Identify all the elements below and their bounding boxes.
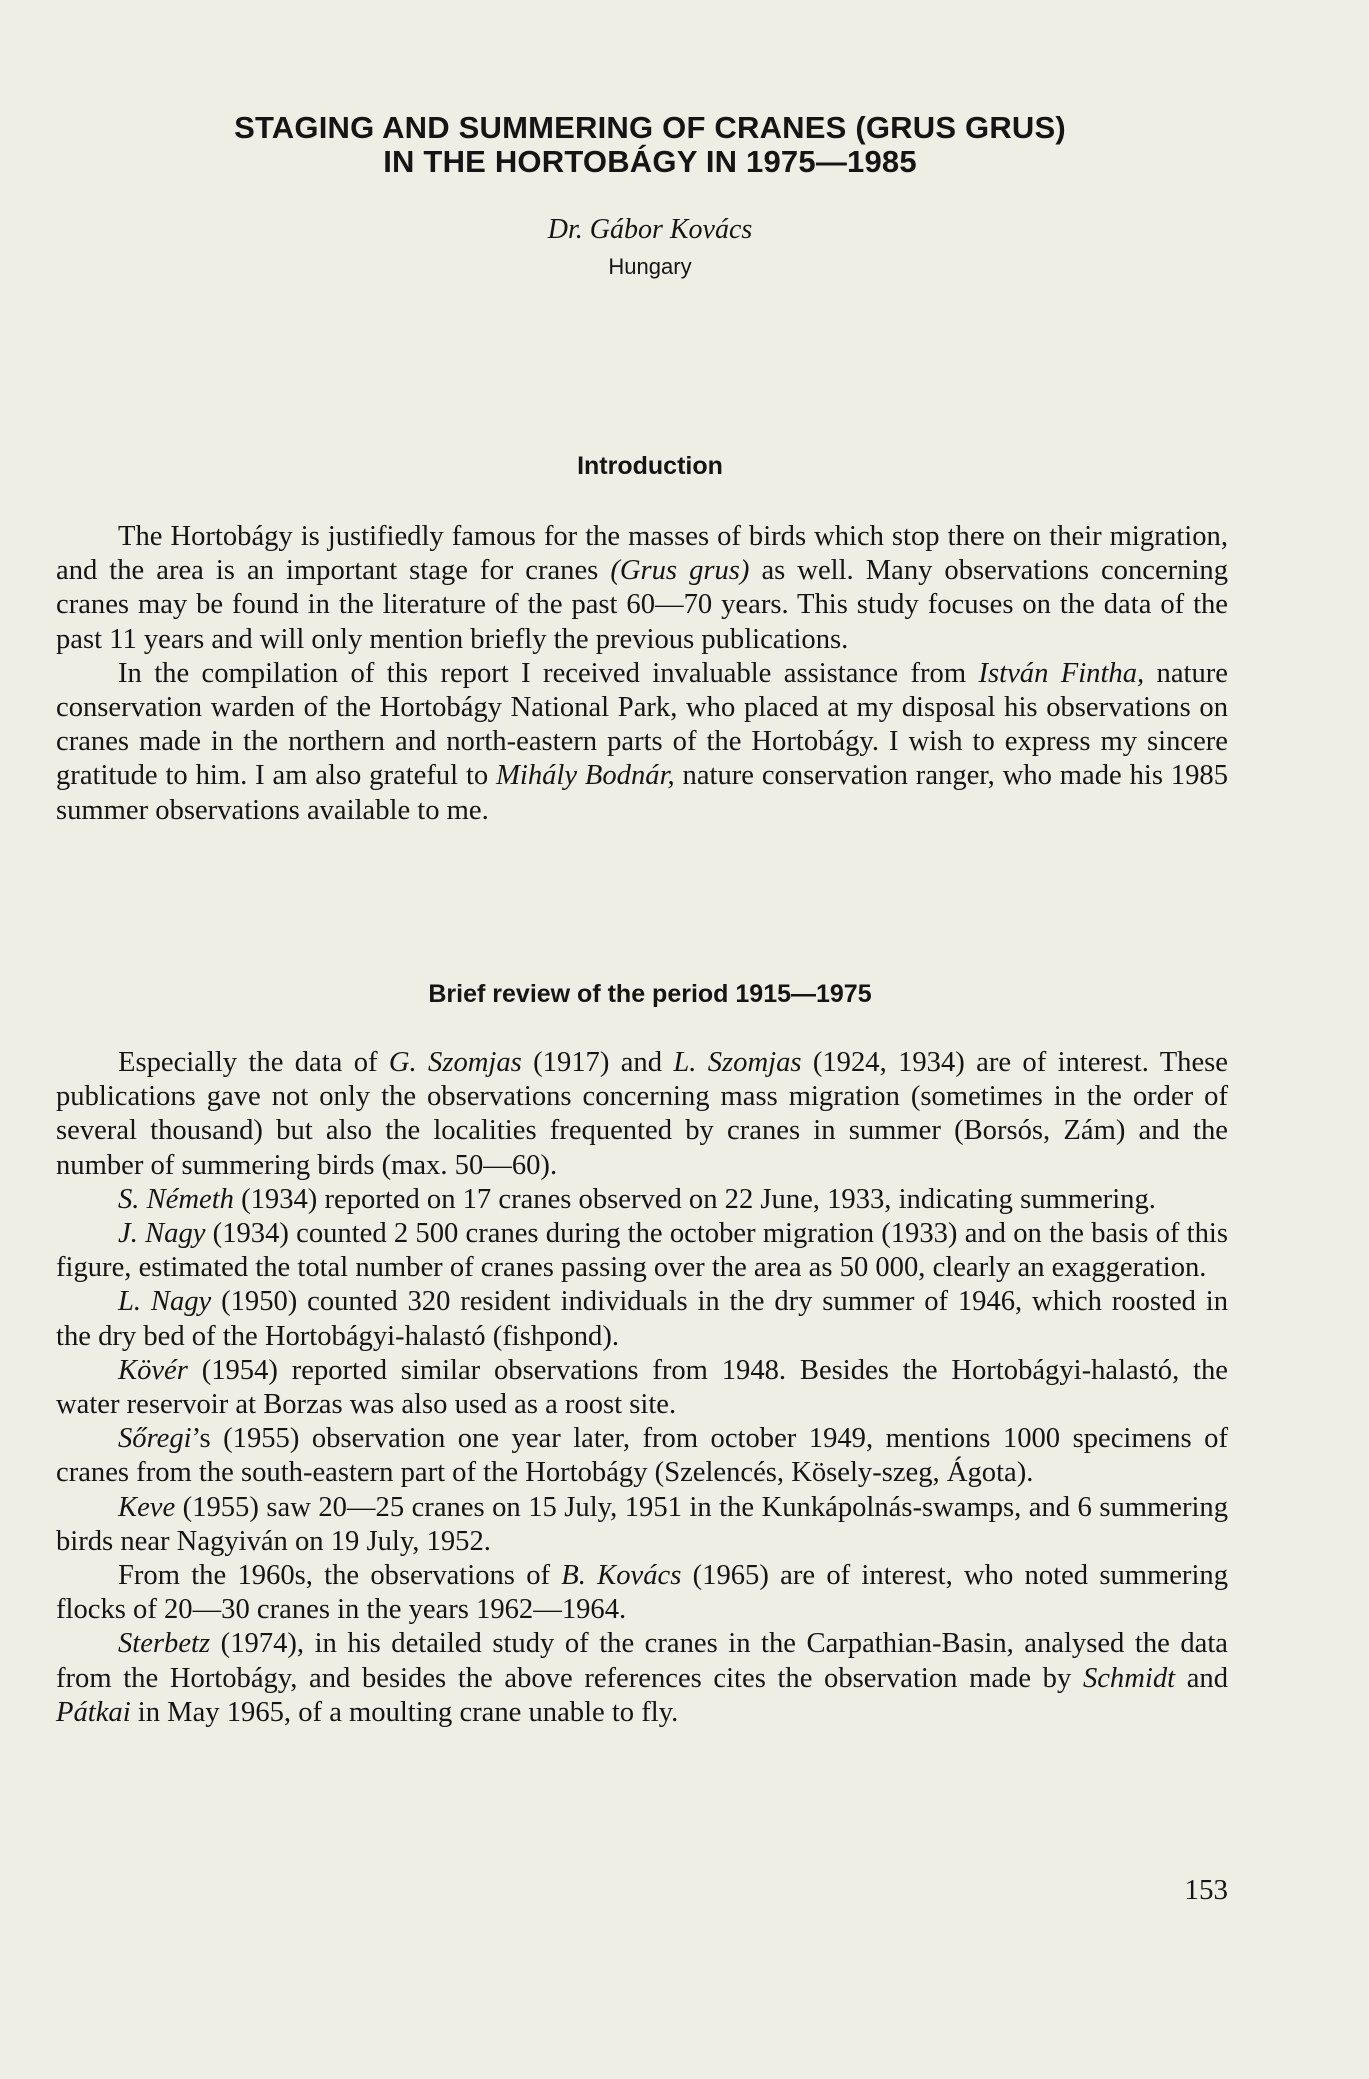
text-run: and: [1175, 1662, 1228, 1694]
paragraph: [56, 1627, 1228, 1730]
text-run: nature conservation warden of the Hortobágy National Park, who placed at my disposal his observations on cranes made in the northern and north-eastern parts of the Hortobágy. I wish to express my sincere gratitude to him. I am also grateful to: [56, 657, 1228, 792]
text-run: (1965) are of interest, who noted summering flocks of 20—30 cranes in the years 1962—1964.: [56, 1560, 1228, 1626]
text-run: (1974), in his detailed study of the cranes in the Carpathian-Basin, analysed the data from the Hortobágy, and besides the above references cites the observation made by: [56, 1628, 1228, 1694]
text-run: (1954) reported similar observations from 1948. Besides the Hortobágyi-halastó, the water reservoir at Borzas was also used as a roost site.: [56, 1354, 1228, 1421]
section-heading-introduction: Introduction: [577, 452, 723, 480]
text-run: (1934) counted 2 500 cranes during the october migration (1933) and on the basis of this figure, estimated the total number of cranes passing over the area as 50 000, clearly an exaggeration.: [56, 1218, 1228, 1284]
italic-text: L. Szomjas: [673, 1047, 802, 1078]
paragraph: [56, 520, 1228, 657]
text-run: (1934) reported on 17 cranes observed on 22 June, 1933, indicating summering.: [233, 1183, 1156, 1215]
italic-text: Pátkai: [56, 1696, 131, 1728]
author-country: Hungary: [608, 254, 692, 279]
title-line-1: STAGING AND SUMMERING OF CRANES (GRUS GRUS): [234, 110, 1066, 145]
text-run: ’s (1955) observation one year later, from october 1949, mentions 1000 specimens of cranes from the south-eastern part of the Hortobágy (Szelencés, Kösely-szeg, Ágota).: [56, 1423, 1228, 1489]
italic-text: Mihály Bodnár,: [496, 760, 675, 792]
text-run: (1924, 1934) are of interest. These publications gave not only the observations concerning mass migration (sometimes in the order of several thousand) but also the localities frequented by cranes in summer (Borsós, Zám) and the number of summering birds (max. 50—60).: [56, 1047, 1228, 1181]
italic-text: Sterbetz: [118, 1628, 211, 1660]
page-number: 153: [1184, 1874, 1228, 1906]
text-run: as well. Many observations concerning cranes may be found in the literature of the past 60—70 years. This study focuses on the data of the past 11 years and will only mention briefly the previous publications.: [56, 555, 1229, 655]
italic-text: Kövér: [118, 1354, 188, 1386]
text-run: In the compilation of this report I received invaluable assistance from: [118, 657, 979, 689]
paragraph: [56, 1491, 1228, 1559]
title-line-2: IN THE HORTOBÁGY IN 1975—1985: [383, 144, 917, 179]
text-run: The Hortobágy is justifiedly famous for the masses of birds which stop there on their migration, and the area is an important stage for cranes: [56, 521, 1228, 587]
italic-text: Keve: [118, 1491, 176, 1523]
text-run: (1917) and: [521, 1047, 674, 1078]
paragraph: [56, 1046, 1228, 1183]
italic-text: S. Németh: [118, 1183, 234, 1215]
italic-text: Sőregi: [118, 1423, 192, 1455]
italic-text: Schmidt: [1082, 1662, 1176, 1694]
italic-text: J. Nagy: [118, 1218, 206, 1250]
paragraph: [56, 1285, 1228, 1353]
introduction-body: [56, 520, 1228, 828]
paragraph: [56, 1422, 1228, 1490]
text-run: Especially the data of: [118, 1047, 389, 1078]
italic-text: L. Nagy: [118, 1286, 212, 1318]
italic-text: G. Szomjas: [388, 1047, 522, 1078]
paragraph: [56, 1354, 1228, 1422]
italic-text: (Grus grus): [610, 555, 750, 587]
italic-text: B. Kovács: [561, 1560, 682, 1592]
text-run: in May 1965, of a moulting crane unable to fly.: [130, 1696, 679, 1728]
brief-review-body: [56, 1046, 1228, 1730]
paragraph: [56, 1183, 1228, 1217]
text-run: From the 1960s, the observations of: [118, 1560, 562, 1592]
paragraph: [56, 1217, 1228, 1285]
italic-text: István Fintha,: [978, 657, 1145, 689]
text-run: nature conservation ranger, who made his 1985 summer observations available to me.: [56, 760, 1228, 826]
paragraph: [56, 1559, 1228, 1627]
section-heading-brief-review: Brief review of the period 1915—1975: [428, 980, 872, 1008]
text-run: (1955) saw 20—25 cranes on 15 July, 1951 in the Kunkápolnás-swamps, and 6 summering birds near Nagyiván on 19 July, 1952.: [56, 1491, 1228, 1557]
paragraph: [56, 657, 1228, 828]
text-run: (1950) counted 320 resident individuals in the dry summer of 1946, which roosted in the dry bed of the Hortobágyi-halastó (fishpond).: [56, 1286, 1228, 1352]
author-name: Dr. Gábor Kovács: [547, 214, 753, 245]
